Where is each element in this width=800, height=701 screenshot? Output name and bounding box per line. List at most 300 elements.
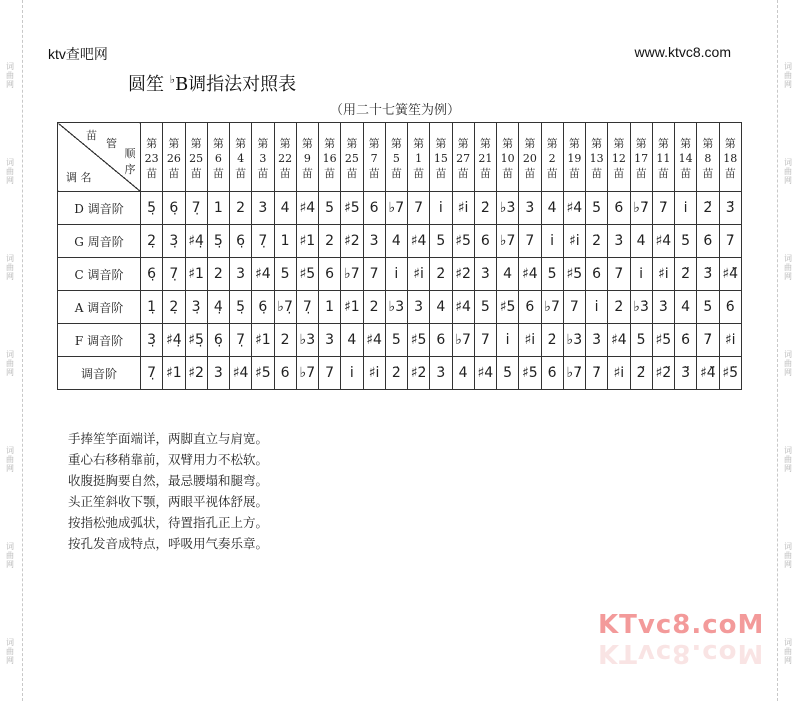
- note-cell: ♯4̇: [652, 225, 674, 258]
- header-row: [58, 123, 742, 192]
- col-number: 20: [522, 151, 537, 165]
- note-cell: ♯4̣: [185, 225, 207, 258]
- note-cell: ♯5: [341, 192, 363, 225]
- col-prefix: 第: [546, 136, 558, 150]
- note-cell: 4̇: [675, 291, 697, 324]
- side-watermark: 词曲网: [6, 62, 14, 89]
- note-cell: ♭7: [452, 324, 474, 357]
- column-header: [141, 123, 163, 192]
- note-cell: 2: [363, 291, 385, 324]
- note-cell: 3: [252, 192, 274, 225]
- note-cell: 3: [408, 291, 430, 324]
- note-cell: i: [541, 225, 563, 258]
- corner-text-d: 调 名: [66, 171, 92, 184]
- col-number: 14: [678, 151, 693, 165]
- column-header: [408, 123, 430, 192]
- note-cell: 5̇: [697, 291, 719, 324]
- fingering-table: [57, 122, 742, 390]
- col-number: 9: [303, 151, 311, 165]
- note-cell: 2̈: [675, 258, 697, 291]
- col-number: 26: [166, 151, 181, 165]
- table-row: [58, 258, 742, 291]
- corner-text-c: 顺序: [124, 147, 136, 176]
- note-cell: 5̇: [630, 324, 652, 357]
- note-cell: ♯4̈: [697, 357, 719, 390]
- note-cell: 3: [230, 258, 252, 291]
- logo: KTvc8.coM: [598, 610, 765, 640]
- column-header: [474, 123, 496, 192]
- note-cell: 7: [319, 357, 341, 390]
- note-cell: ♭7: [341, 258, 363, 291]
- col-number: 2: [548, 151, 556, 165]
- note-cell: 2̇: [385, 357, 407, 390]
- note-cell: 4: [274, 192, 296, 225]
- note-cell: ♭7̣: [274, 291, 296, 324]
- note-cell: ♯5: [497, 291, 519, 324]
- note-cell: ♭7: [541, 291, 563, 324]
- column-header: [541, 123, 563, 192]
- note-cell: ♯i̇: [719, 324, 742, 357]
- row-label: C 调音阶: [58, 258, 141, 291]
- note-cell: i̇: [675, 192, 697, 225]
- note-cell: ♯i: [408, 258, 430, 291]
- note-cell: 2̇: [586, 225, 608, 258]
- column-header: [497, 123, 519, 192]
- col-number: 13: [589, 151, 604, 165]
- col-number: 11: [656, 151, 671, 165]
- note-cell: 4: [430, 291, 452, 324]
- note-cell: 7: [363, 258, 385, 291]
- col-number: 6: [214, 151, 222, 165]
- note-cell: 5̇: [675, 225, 697, 258]
- col-prefix: 第: [635, 136, 647, 150]
- col-number: 17: [634, 151, 649, 165]
- note-cell: 2: [230, 192, 252, 225]
- note-cell: ♯4̇: [474, 357, 496, 390]
- note-cell: 6: [474, 225, 496, 258]
- note-cell: 7: [563, 291, 585, 324]
- corner-text-b: 管: [106, 137, 117, 150]
- note-cell: ♯4: [363, 324, 385, 357]
- poem-line: 头正笙斜收下颚，两眼平视体舒展。: [68, 494, 269, 509]
- note-cell: 3̇: [430, 357, 452, 390]
- col-suffix: 苗: [702, 166, 714, 180]
- side-watermark: 词曲网: [784, 254, 792, 281]
- column-header: [207, 123, 229, 192]
- poem-line: 重心右移稍靠前，双臂用力不松软。: [68, 452, 269, 467]
- column-header: [697, 123, 719, 192]
- note-cell: 3̣: [185, 291, 207, 324]
- column-header: [230, 123, 252, 192]
- column-header: [430, 123, 452, 192]
- note-cell: 2̣: [141, 225, 163, 258]
- note-cell: 5̣: [141, 192, 163, 225]
- note-cell: 6̣: [141, 258, 163, 291]
- col-suffix: 苗: [190, 166, 202, 180]
- col-prefix: 第: [702, 136, 714, 150]
- note-cell: 7̇: [719, 225, 742, 258]
- column-header: [652, 123, 674, 192]
- col-suffix: 苗: [413, 166, 425, 180]
- column-header: [563, 123, 585, 192]
- column-header: [363, 123, 385, 192]
- col-number: 19: [567, 151, 582, 165]
- note-cell: 3̣: [141, 324, 163, 357]
- note-cell: ♭3: [296, 324, 318, 357]
- note-cell: 3̣: [163, 225, 185, 258]
- note-cell: 5̇: [497, 357, 519, 390]
- col-suffix: 苗: [279, 166, 291, 180]
- side-watermark: 词曲网: [784, 542, 792, 569]
- note-cell: 3̇: [474, 258, 496, 291]
- note-cell: 1̣: [141, 291, 163, 324]
- note-cell: 5̇: [541, 258, 563, 291]
- note-cell: ♯5̣: [185, 324, 207, 357]
- note-cell: 7̣: [296, 291, 318, 324]
- col-prefix: 第: [657, 136, 669, 150]
- note-cell: 6: [319, 258, 341, 291]
- side-watermark: 词曲网: [6, 254, 14, 281]
- note-cell: 6: [363, 192, 385, 225]
- col-prefix: 第: [212, 136, 224, 150]
- col-suffix: 苗: [146, 166, 158, 180]
- col-suffix: 苗: [524, 166, 536, 180]
- col-suffix: 苗: [390, 166, 402, 180]
- note-cell: 4̇: [452, 357, 474, 390]
- note-cell: ♭7: [385, 192, 407, 225]
- column-header: [608, 123, 630, 192]
- row-label: G 周音阶: [58, 225, 141, 258]
- note-cell: 6̣: [230, 225, 252, 258]
- column-header: [452, 123, 474, 192]
- column-header: [519, 123, 541, 192]
- side-watermark: 词曲网: [784, 350, 792, 377]
- note-cell: ♯4̇: [563, 192, 585, 225]
- note-cell: 5̣: [230, 291, 252, 324]
- col-prefix: 第: [613, 136, 625, 150]
- note-cell: ♯i̇: [608, 357, 630, 390]
- note-cell: 7̣: [230, 324, 252, 357]
- note-cell: ♯2: [341, 225, 363, 258]
- note-cell: 6̇: [608, 192, 630, 225]
- column-header: [675, 123, 697, 192]
- note-cell: 2̇: [430, 258, 452, 291]
- col-number: 4: [237, 151, 245, 165]
- note-cell: 4: [385, 225, 407, 258]
- note-cell: i: [385, 258, 407, 291]
- note-cell: 3̇: [608, 225, 630, 258]
- note-cell: 4̣: [207, 291, 229, 324]
- note-cell: ♯4: [252, 258, 274, 291]
- note-cell: ♯1: [185, 258, 207, 291]
- site-url[interactable]: www.ktvc8.com: [634, 44, 731, 60]
- note-cell: 2: [207, 258, 229, 291]
- note-cell: 3̈: [697, 258, 719, 291]
- note-cell: 6̇: [675, 324, 697, 357]
- note-cell: 3̈: [675, 357, 697, 390]
- note-cell: 7̣: [141, 357, 163, 390]
- title-key: B调指法对照表: [174, 74, 297, 95]
- col-prefix: 第: [680, 136, 692, 150]
- col-number: 18: [723, 151, 738, 165]
- col-prefix: 第: [568, 136, 580, 150]
- side-watermark: 词曲网: [784, 638, 792, 665]
- table-row: [58, 225, 742, 258]
- col-prefix: 第: [168, 136, 180, 150]
- col-suffix: 苗: [657, 166, 669, 180]
- note-cell: 2: [274, 324, 296, 357]
- col-suffix: 苗: [613, 166, 625, 180]
- col-suffix: 苗: [212, 166, 224, 180]
- col-suffix: 苗: [368, 166, 380, 180]
- note-cell: 7̣: [252, 225, 274, 258]
- col-prefix: 第: [524, 136, 536, 150]
- note-cell: ♭7: [296, 357, 318, 390]
- note-cell: ♯5: [252, 357, 274, 390]
- col-number: 10: [500, 151, 515, 165]
- col-prefix: 第: [390, 136, 402, 150]
- col-suffix: 苗: [301, 166, 313, 180]
- row-label: F 调音阶: [58, 324, 141, 357]
- note-cell: 6̣: [207, 324, 229, 357]
- column-header: [252, 123, 274, 192]
- note-cell: 3: [207, 357, 229, 390]
- note-cell: ♭3̇: [563, 324, 585, 357]
- note-cell: 5: [319, 192, 341, 225]
- note-cell: 3: [319, 324, 341, 357]
- note-cell: 3: [363, 225, 385, 258]
- side-watermark: 词曲网: [6, 542, 14, 569]
- note-cell: i: [430, 192, 452, 225]
- right-dashed-margin: [777, 0, 800, 701]
- table-row: [58, 357, 742, 390]
- note-cell: 6̣: [252, 291, 274, 324]
- note-cell: i: [586, 291, 608, 324]
- col-number: 15: [433, 151, 448, 165]
- note-cell: 2̇: [608, 291, 630, 324]
- table-body: [58, 192, 742, 390]
- col-prefix: 第: [457, 136, 469, 150]
- row-label: A 调音阶: [58, 291, 141, 324]
- note-cell: 4̇: [541, 192, 563, 225]
- side-watermark: 词曲网: [6, 158, 14, 185]
- note-cell: i̇: [630, 258, 652, 291]
- col-prefix: 第: [301, 136, 313, 150]
- col-number: 5: [392, 151, 400, 165]
- note-cell: 3̇: [519, 192, 541, 225]
- note-cell: 7: [519, 225, 541, 258]
- column-header: [630, 123, 652, 192]
- col-prefix: 第: [235, 136, 247, 150]
- note-cell: 6̇: [586, 258, 608, 291]
- col-suffix: 苗: [635, 166, 647, 180]
- note-cell: ♯5: [452, 225, 474, 258]
- col-prefix: 第: [257, 136, 269, 150]
- col-suffix: 苗: [479, 166, 491, 180]
- note-cell: ♯1: [163, 357, 185, 390]
- note-cell: ♯i: [519, 324, 541, 357]
- note-cell: 1: [274, 225, 296, 258]
- col-prefix: 第: [346, 136, 358, 150]
- poem-line: 收腹挺胸要自然，最忌腰塌和腿弯。: [68, 473, 269, 488]
- note-cell: 5: [274, 258, 296, 291]
- note-cell: ♯i: [563, 225, 585, 258]
- col-suffix: 苗: [324, 166, 336, 180]
- title-prefix: 圆笙: [128, 74, 164, 95]
- logo-reflection: KTvc8.coM: [598, 638, 765, 668]
- corner-cell: [58, 123, 141, 192]
- col-number: 21: [478, 151, 493, 165]
- left-dashed-margin: [0, 0, 23, 701]
- col-prefix: 第: [479, 136, 491, 150]
- col-suffix: 苗: [591, 166, 603, 180]
- note-cell: 5: [430, 225, 452, 258]
- note-cell: ♯1: [341, 291, 363, 324]
- note-cell: 7: [474, 324, 496, 357]
- note-cell: ♯5: [408, 324, 430, 357]
- note-cell: ♯4: [230, 357, 252, 390]
- note-cell: 4̇: [497, 258, 519, 291]
- note-cell: 7̇: [697, 324, 719, 357]
- note-cell: ♯4: [452, 291, 474, 324]
- column-header: [296, 123, 318, 192]
- col-number: 23: [144, 151, 159, 165]
- col-suffix: 苗: [346, 166, 358, 180]
- column-header: [385, 123, 407, 192]
- column-header: [341, 123, 363, 192]
- col-suffix: 苗: [435, 166, 447, 180]
- col-suffix: 苗: [546, 166, 558, 180]
- flat-sign: ♭: [169, 73, 175, 86]
- note-cell: ♯5̈: [719, 357, 742, 390]
- side-watermark: 词曲网: [784, 62, 792, 89]
- col-number: 22: [278, 151, 293, 165]
- table-row: [58, 324, 742, 357]
- note-cell: ♯2̇: [452, 258, 474, 291]
- note-cell: 6̇: [541, 357, 563, 390]
- poem: [68, 428, 268, 554]
- note-cell: ♯4̣: [163, 324, 185, 357]
- col-number: 16: [322, 151, 337, 165]
- note-cell: 2̇: [474, 192, 496, 225]
- col-suffix: 苗: [257, 166, 269, 180]
- note-cell: 6̣: [163, 192, 185, 225]
- row-label: 调音阶: [58, 357, 141, 390]
- note-cell: 3̇: [652, 291, 674, 324]
- col-number: 27: [456, 151, 471, 165]
- note-cell: 6: [519, 291, 541, 324]
- note-cell: 7̇: [652, 192, 674, 225]
- note-cell: ♯1: [296, 225, 318, 258]
- col-suffix: 苗: [235, 166, 247, 180]
- subtitle: （用二十七簧笙为例）: [330, 103, 461, 118]
- note-cell: ♯4̇: [608, 324, 630, 357]
- col-prefix: 第: [591, 136, 603, 150]
- col-prefix: 第: [368, 136, 380, 150]
- col-prefix: 第: [190, 136, 202, 150]
- page-title: [128, 70, 296, 96]
- row-label: D 调音阶: [58, 192, 141, 225]
- note-cell: ♯2̇: [408, 357, 430, 390]
- note-cell: 2̈: [697, 192, 719, 225]
- col-prefix: 第: [146, 136, 158, 150]
- note-cell: 6: [274, 357, 296, 390]
- corner-text-a: 苗: [86, 129, 97, 142]
- col-prefix: 第: [502, 136, 514, 150]
- col-prefix: 第: [324, 136, 336, 150]
- column-header: [319, 123, 341, 192]
- note-cell: 7̇: [586, 357, 608, 390]
- column-header: [185, 123, 207, 192]
- note-cell: 7: [408, 192, 430, 225]
- note-cell: 6̇: [697, 225, 719, 258]
- note-cell: ♯2̈: [652, 357, 674, 390]
- col-number: 12: [611, 151, 626, 165]
- note-cell: 2: [319, 225, 341, 258]
- note-cell: 6̇: [719, 291, 742, 324]
- side-watermark: 词曲网: [6, 350, 14, 377]
- note-cell: ♯1: [252, 324, 274, 357]
- col-prefix: 第: [724, 136, 736, 150]
- note-cell: 5: [474, 291, 496, 324]
- col-suffix: 苗: [168, 166, 180, 180]
- col-number: 7: [370, 151, 378, 165]
- poem-line: 按孔发音成特点，呼吸用气奏乐章。: [68, 536, 269, 551]
- column-header: [719, 123, 742, 192]
- note-cell: ♭7̇: [630, 192, 652, 225]
- note-cell: ♯5: [296, 258, 318, 291]
- note-cell: 2̣: [163, 291, 185, 324]
- note-cell: i: [341, 357, 363, 390]
- side-watermark: 词曲网: [784, 158, 792, 185]
- table-row: [58, 291, 742, 324]
- column-header: [586, 123, 608, 192]
- note-cell: ♭3̇: [630, 291, 652, 324]
- note-cell: 7̣: [185, 192, 207, 225]
- site-name: ktv查吧网: [48, 46, 108, 62]
- note-cell: ♭3̇: [497, 192, 519, 225]
- note-cell: 5̣: [207, 225, 229, 258]
- col-number: 25: [344, 151, 359, 165]
- col-suffix: 苗: [680, 166, 692, 180]
- column-header: [163, 123, 185, 192]
- note-cell: ♭7̇: [563, 357, 585, 390]
- note-cell: ♯i: [363, 357, 385, 390]
- note-cell: 3̈: [719, 192, 742, 225]
- note-cell: 4̇: [630, 225, 652, 258]
- note-cell: 7̇: [608, 258, 630, 291]
- note-cell: ♯4: [296, 192, 318, 225]
- note-cell: 6: [430, 324, 452, 357]
- note-cell: 1: [319, 291, 341, 324]
- note-cell: ♯4: [408, 225, 430, 258]
- col-prefix: 第: [435, 136, 447, 150]
- col-number: 1: [415, 151, 423, 165]
- note-cell: 7̣: [163, 258, 185, 291]
- table-row: [58, 192, 742, 225]
- note-cell: 2̈: [630, 357, 652, 390]
- note-cell: ♯5̇: [652, 324, 674, 357]
- col-number: 25: [189, 151, 204, 165]
- col-suffix: 苗: [457, 166, 469, 180]
- note-cell: ♯2: [185, 357, 207, 390]
- note-cell: ♯i: [452, 192, 474, 225]
- side-watermark: 词曲网: [6, 638, 14, 665]
- note-cell: 5̇: [586, 192, 608, 225]
- note-cell: 4: [341, 324, 363, 357]
- note-cell: 3̇: [586, 324, 608, 357]
- col-suffix: 苗: [724, 166, 736, 180]
